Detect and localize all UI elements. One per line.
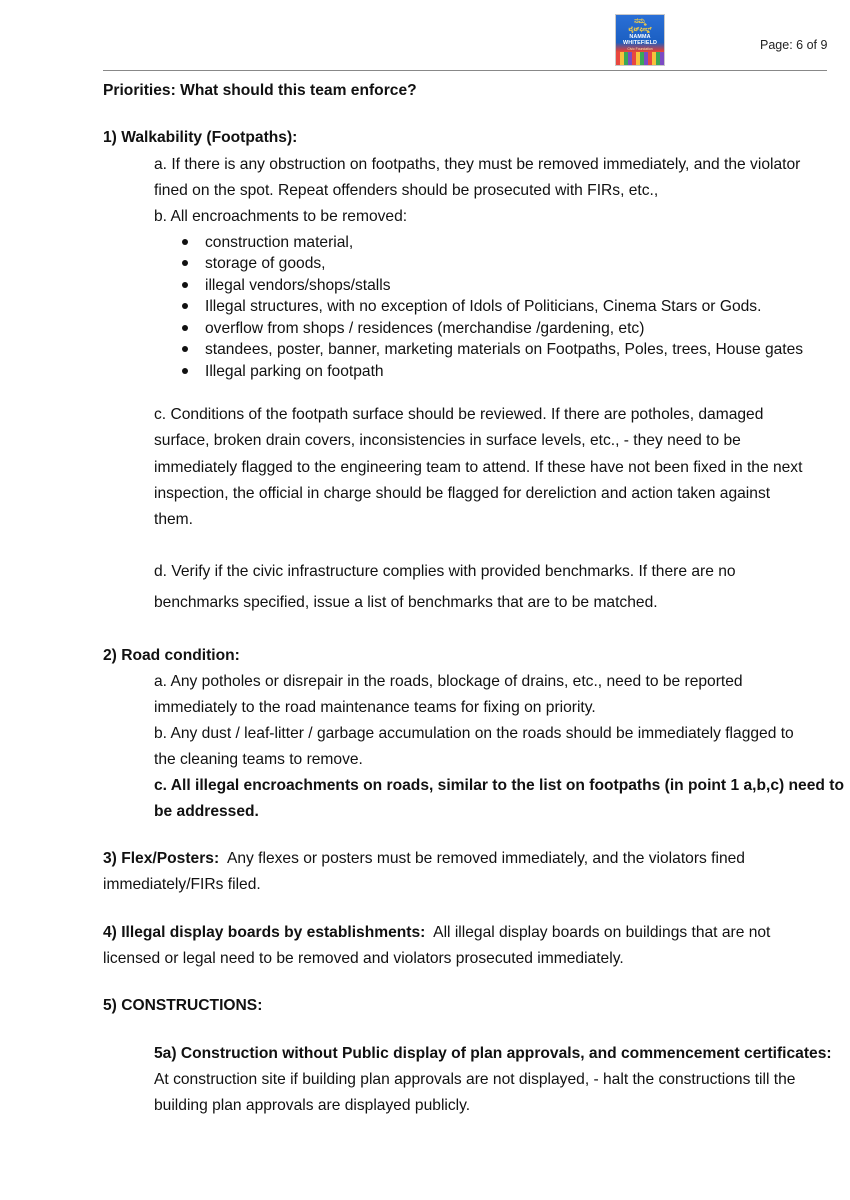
section4-title: 4) Illegal display boards by establishments: <box>103 924 426 941</box>
logo-text-namma: NAMMA <box>629 34 651 40</box>
section2-b-line2: the cleaning teams to remove. <box>154 751 363 768</box>
bullet-icon <box>182 325 188 331</box>
section2-a-line2: immediately to the road maintenance teams for fixing on priority. <box>154 699 596 716</box>
section1-c-line: inspection, the official in charge should be flagged for dereliction and action taken against <box>154 485 771 502</box>
section2-c-line1: c. All illegal encroachments on roads, similar to the list on footpaths (in point 1 a,b,c) need to <box>154 777 844 794</box>
section3-text: Any flexes or posters must be removed immediately, and the violators fined <box>219 850 745 867</box>
section1-c-line: c. Conditions of the footpath surface should be reviewed. If there are potholes, damaged <box>154 406 764 423</box>
section2-a-line1: a. Any potholes or disrepair in the roads, blockage of drains, etc., need to be reported <box>154 673 743 690</box>
encroachment-item: standees, poster, banner, marketing materials on Footpaths, Poles, trees, House gates <box>205 341 804 358</box>
header-divider <box>103 70 827 71</box>
encroachment-item: illegal vendors/shops/stalls <box>205 277 391 294</box>
section1-b: b. All encroachments to be removed: <box>154 208 408 225</box>
bullet-icon <box>182 239 188 245</box>
section1-c-line: surface, broken drain covers, inconsistencies in surface levels, etc., - they need to be <box>154 432 741 449</box>
encroachment-item: Illegal parking on footpath <box>205 363 384 380</box>
section1-c-line: them. <box>154 511 193 528</box>
section3-line2: immediately/FIRs filed. <box>103 876 261 893</box>
section1-a-line1: a. If there is any obstruction on footpaths, they must be removed immediately, and the violator <box>154 156 801 173</box>
logo-kannada-line1: ನಮ್ಮ <box>634 17 646 25</box>
logo-crowd-graphic <box>616 52 664 65</box>
section2-c-line2: be addressed. <box>154 803 259 820</box>
section1-d-line2: benchmarks specified, issue a list of benchmarks that are to be matched. <box>154 594 658 611</box>
section5a-title: 5a) Construction without Public display of plan approvals, and commencement certificates: <box>154 1045 832 1062</box>
encroachment-item: storage of goods, <box>205 255 326 272</box>
page-number: Page: 6 of 9 <box>760 38 828 52</box>
encroachment-item: Illegal structures, with no exception of Idols of Politicians, Cinema Stars or Gods. <box>205 298 762 315</box>
logo-text-subtitle: Civic Foundation <box>627 46 653 51</box>
section3-title: 3) Flex/Posters: <box>103 850 220 867</box>
bullet-icon <box>182 260 188 266</box>
section1-d-line1: d. Verify if the civic infrastructure complies with provided benchmarks. If there are no <box>154 563 736 580</box>
section3-line1 <box>103 851 745 867</box>
section2-b-line1: b. Any dust / leaf-litter / garbage accumulation on the roads should be immediately flagged to <box>154 725 794 742</box>
logo-kannada-line2: ವೈಟ್‌ಫೀಲ್ಡ್ <box>628 26 652 33</box>
section4-line2: licensed or legal need to be removed and violators prosecuted immediately. <box>103 950 624 967</box>
section4-line1 <box>103 925 770 941</box>
section5-title: 5) CONSTRUCTIONS: <box>103 997 263 1014</box>
bullet-icon <box>182 303 188 309</box>
bullet-icon <box>182 282 188 288</box>
section1-a-line2: fined on the spot. Repeat offenders should be prosecuted with FIRs, etc., <box>154 182 659 199</box>
section2-title: 2) Road condition: <box>103 647 240 664</box>
section5a-line1: At construction site if building plan approvals are not displayed, - halt the constructions till the <box>154 1071 796 1088</box>
logo-text-whitefield: WHITEFIELD <box>623 40 657 47</box>
section1-title: 1) Walkability (Footpaths): <box>103 129 298 146</box>
section1-c-line: immediately flagged to the engineering team to attend. If these have not been fixed in the next <box>154 459 803 476</box>
priorities-heading: Priorities: What should this team enforce? <box>103 82 417 99</box>
section5a-line2: building plan approvals are displayed publicly. <box>154 1097 471 1114</box>
bullet-icon <box>182 346 188 352</box>
namma-whitefield-logo <box>615 14 665 66</box>
section4-text: All illegal display boards on buildings that are not <box>425 924 771 941</box>
bullet-icon <box>182 368 188 374</box>
encroachment-item: construction material, <box>205 234 354 251</box>
encroachment-item: overflow from shops / residences (merchandise /gardening, etc) <box>205 320 645 337</box>
